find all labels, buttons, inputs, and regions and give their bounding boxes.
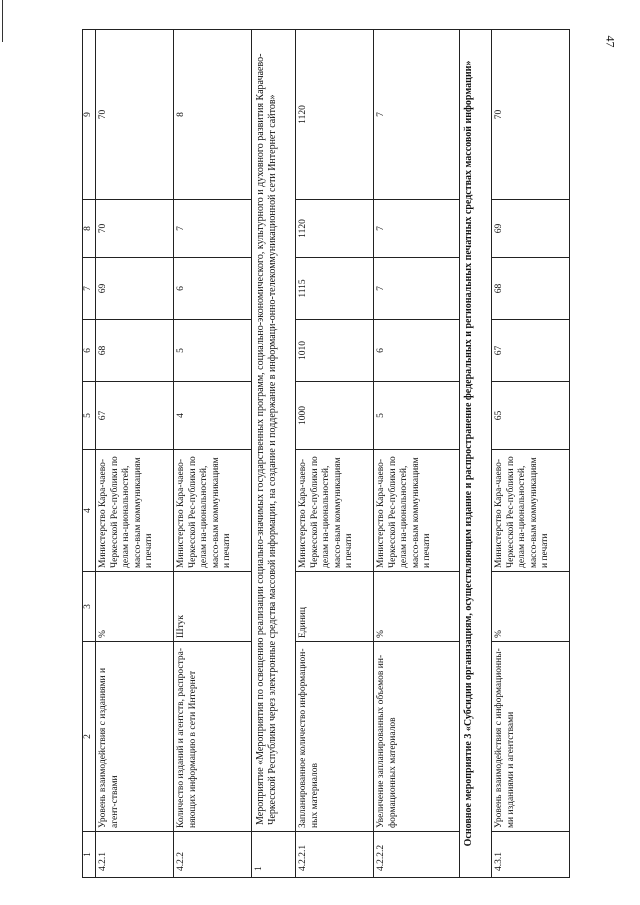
- col-header: 3: [83, 572, 96, 642]
- executor: Министерство Кара-чаево-Черкесской Рес-публики по делам на-циональностей, массо-вым коммуникациям и печати: [174, 450, 252, 572]
- col-header: 4: [83, 450, 96, 572]
- unit: %: [374, 572, 460, 642]
- value-col5: 67: [96, 382, 174, 450]
- value-col8: 7: [374, 200, 460, 258]
- col-header: 8: [83, 200, 96, 258]
- page-edge-mark: [2, 0, 3, 42]
- executor: Министерство Кара-чаево-Черкесской Рес-публики по делам на-циональностей, массо-вым коммуникациям и печати: [296, 450, 374, 572]
- value-col6: 68: [96, 320, 174, 382]
- value-col7: 6: [174, 258, 252, 320]
- value-col5: 4: [174, 382, 252, 450]
- table-row: [174, 30, 252, 878]
- main-activity-heading: Основное мероприятие 3 «Субсидии организациям, осуществляющим издание и распространение федеральных и региональных печатных средствах массовой информации»: [460, 30, 492, 878]
- col-header: 7: [83, 258, 96, 320]
- row-id: 4.3.1: [492, 832, 570, 878]
- table-row: [492, 30, 570, 878]
- executor: Министерство Кара-чаево-Черкесской Рес-публики по делам на-циональностей, массо-вым коммуникациям и печати: [96, 450, 174, 572]
- indicators-table: [82, 29, 570, 878]
- indicator-name: Увеличение запланированных объемов ин-формационных материалов: [374, 642, 460, 832]
- unit: Штук: [174, 572, 252, 642]
- value-col7: 7: [374, 258, 460, 320]
- value-col6: 67: [492, 320, 570, 382]
- value-col8: 1120: [296, 200, 374, 258]
- col-header: 1: [83, 832, 96, 878]
- rotated-page-content: [82, 30, 604, 878]
- value-col9: 70: [492, 30, 570, 200]
- value-col9: 8: [174, 30, 252, 200]
- indicator-name: Запланированное количество информацион-ных материалов: [296, 642, 374, 832]
- unit: %: [96, 572, 174, 642]
- value-col6: 5: [174, 320, 252, 382]
- value-col5: 1000: [296, 382, 374, 450]
- page-number: 47: [603, 35, 618, 48]
- value-col7: 69: [96, 258, 174, 320]
- row-id: 4.2.2.2: [374, 832, 460, 878]
- value-col6: 6: [374, 320, 460, 382]
- unit: Единиц: [296, 572, 374, 642]
- value-col9: 7: [374, 30, 460, 200]
- executor: Министерство Кара-чаево-Черкесской Рес-публики по делам на-циональностей, массо-вым коммуникациям и печати: [492, 450, 570, 572]
- value-col8: 69: [492, 200, 570, 258]
- row-id: 4.2.2.1: [296, 832, 374, 878]
- value-col5: 5: [374, 382, 460, 450]
- value-col6: 1010: [296, 320, 374, 382]
- unit: %: [492, 572, 570, 642]
- activity-heading-row: [252, 30, 296, 878]
- indicator-name: Количество изданий и агентств, распростра-няющих информацию в сети Интернет: [174, 642, 252, 832]
- table-row: [296, 30, 374, 878]
- value-col7: 68: [492, 258, 570, 320]
- value-col8: 7: [174, 200, 252, 258]
- col-header: 9: [83, 30, 96, 200]
- table-row: [374, 30, 460, 878]
- executor: Министерство Кара-чаево-Черкесской Рес-публики по делам на-циональностей, массо-вым коммуникациям и печати: [374, 450, 460, 572]
- value-col8: 70: [96, 200, 174, 258]
- value-col9: 70: [96, 30, 174, 200]
- col-header: 5: [83, 382, 96, 450]
- indicator-name: Уровень взаимодействия с информационны-ми изданиями и агентствами: [492, 642, 570, 832]
- value-col9: 1120: [296, 30, 374, 200]
- value-col7: 1115: [296, 258, 374, 320]
- row-id: 4.2.2: [174, 832, 252, 878]
- column-number-row: [83, 30, 96, 878]
- table-row: [96, 30, 174, 878]
- main-activity-heading-row: [460, 30, 492, 878]
- indicator-name: Уровень взаимодействия с изданиями и агент-ствами: [96, 642, 174, 832]
- col-header: 6: [83, 320, 96, 382]
- row-id: 4.2.1: [96, 832, 174, 878]
- activity-heading: Мероприятие «Мероприятия по освещению реализации социально-значимых государственных программ, социально-экономического, культурного и духовного развития Карачаево-Черкесской Республики через электронные средства массовой информации, на создание и поддержание в информаци-онно-телекоммуникационной сети Интернет сайтов»: [252, 30, 296, 832]
- value-col5: 65: [492, 382, 570, 450]
- row-id: 1: [252, 832, 296, 878]
- col-header: 2: [83, 642, 96, 832]
